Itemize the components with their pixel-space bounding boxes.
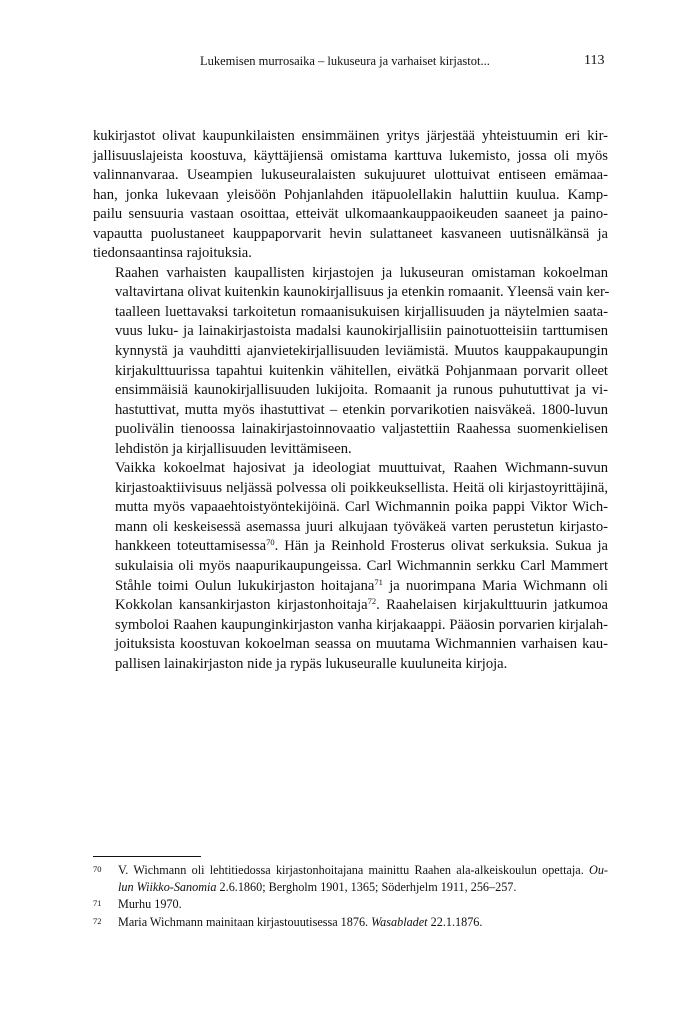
footnote-text: 2.6.1860; Bergholm 1901, 1365; Söderhjelm 1911, 256–257. (216, 879, 517, 894)
text-line: kirjastoaktiivisuus neljässä polvessa oli poikkeuksellista. Heitä oli kirjastoyrittäjinä, (115, 479, 608, 496)
text-segment: hankkeen toteuttamisessa (115, 538, 267, 555)
paragraph-1 (93, 127, 608, 264)
footnote-reference: 71 (374, 576, 383, 587)
text-line: taalleen luettavaksi tarkoitetun romaanisukuisen kirjallisuuden ja näytelmien saata- (115, 303, 608, 320)
text-line: puolivälin tienoossa lainakirjastoinnovaatio valjastettiin Raahessa suomenkielisen (115, 421, 608, 438)
text-line: pallisen lainakirjaston nide ja rypäs lukuseuralle kuuluneita kirjoja. (115, 655, 508, 672)
text-line: mann oli keskeisessä asemassa juuri alkujaan työväkeä varten perustetun kirjasto- (115, 518, 608, 535)
footnote-number: 72 (93, 915, 102, 926)
footnote-italic-source: Wasabladet (371, 914, 428, 929)
footnote-71 (93, 896, 608, 913)
text-line: Vaikka kokoelmat hajosivat ja ideologiat muuttuivat, Raahen Wichmann-suvun (115, 460, 608, 477)
footnotes (93, 862, 608, 931)
text-line (93, 577, 608, 597)
text-line: hastuttivat, mutta myös ihastuttivat – etenkin porvarikotien naisväkeä. 1800-luvun (115, 401, 608, 418)
footnote-text: Murhu 1970. (118, 897, 182, 911)
footnote-italic-source: lun Wiikko-Sanomia (118, 879, 217, 894)
footnote-70 (93, 862, 608, 895)
footnote-line (118, 914, 608, 931)
body-text (93, 127, 608, 674)
paragraph-3 (93, 459, 608, 674)
text-line: kynnystä ja vauhditti ajanvietekirjallisuuden leviämistä. Muutos kauppakaupungin (115, 343, 608, 360)
footnote-text: Maria Wichmann mainitaan kirjastouutisessa 1876. (118, 914, 372, 929)
text-line: tiedonsaantinsa rajoituksia. (93, 245, 252, 262)
text-line: Raahen varhaisten kaupallisten kirjastojen ja lukuseuran omistaman kokoelman (115, 264, 608, 281)
text-line: valtavirtana olivat kuitenkin kaunokirjallisuus ja etenkin romaanit. Yleensä vain ker- (115, 284, 610, 301)
footnote-number: 70 (93, 864, 102, 874)
text-line: symboloi Raahen kaupunginkirjaston vanha kirjakaappi. Pääosin porvarien kirjalah- (115, 616, 608, 633)
footnote-text: V. Wichmann oli lehtitiedossa kirjastonhoitajana mainittu Raahen ala-alkeiskoulun opettaja. (118, 863, 590, 877)
text-line: jallisuuslajeista koostuva, käyttäjiensä omistama karttuva lukemisto, jossa oli myös (93, 147, 608, 164)
footnote-text: 22.1.1876. (427, 914, 483, 929)
footnote-reference: 70 (266, 537, 275, 548)
text-line: valinnanvaraa. Useampien lukuseuralaisten sukujuuret ulottuivat entiseen emämaa- (93, 167, 608, 184)
text-line: lehdistön ja kirjallisuuden levittämiseen. (115, 440, 352, 457)
text-line: vapautta puolustaneet kauppaporvarit hevin sulattaneet kasvaneen uutisnälkänsä ja (93, 225, 608, 242)
footnote-72 (93, 914, 608, 931)
text-line (93, 537, 608, 557)
page-number: 113 (584, 53, 605, 68)
footnote-reference: 72 (367, 596, 377, 607)
text-line: kirjakulttuurissa tapahtui kuitenkin vähitellen, eivätkä Pohjanmaan porvarit olleet (115, 362, 608, 379)
footnote-italic-source: Ou- (589, 863, 608, 877)
text-line: joituksista koostuvan kokoelman seassa on muutama Wichmannien varhaisen kau- (115, 636, 608, 653)
running-title: Lukemisen murrosaika – lukuseura ja varhaiset kirjastot... (200, 54, 490, 68)
footnote-divider (93, 856, 201, 857)
text-segment: Ståhle toimi Oulun lukukirjaston hoitajana (115, 577, 375, 594)
text-line: sukulaisia oli myös naapurikaupungeissa. Carl Wichmannin serkku Carl Mammert (115, 558, 608, 575)
footnote-line (118, 862, 608, 879)
text-line (93, 596, 608, 616)
text-line: kukirjastot olivat kaupunkilaisten ensimmäinen yritys järjestää yhteistuumin eri kir- (93, 128, 608, 144)
text-line: vuus luku- ja lainakirjastoista madalsi kaunokirjallisiin painotuotteisiin tarttumisen (115, 323, 608, 340)
text-line: mutta myös vapaaehtoistyöntekijöinä. Carl Wichmannin poika pappi Viktor Wich- (115, 499, 608, 516)
footnote-line (118, 879, 608, 896)
paragraph-2 (93, 264, 608, 459)
text-segment: ja nuorimpana Maria Wichmann oli (382, 577, 608, 594)
text-segment: Kokkolan kansankirjaston kirjastonhoitaja (115, 597, 368, 614)
footnote-number: 71 (93, 898, 102, 908)
text-segment: . Hän ja Reinhold Frosterus olivat serkuksia. Sukua ja (274, 538, 608, 555)
text-segment: . Raahelaisen kirjakulttuurin jatkumoa (376, 597, 608, 614)
text-line: pailu sensuuria vastaan osoittaa, etteivät ulkomaankauppaoikeuden saaneet ja paino- (93, 206, 608, 223)
text-line: ensimmäisiä kaunokirjallisuuden lukijoita. Romaanit ja runous puhututtivat ja vi- (115, 382, 608, 399)
text-line: han, jonka lukevaan yleisöön Pohjanlahden itäpuolellakin haluttiin kuulua. Kamp- (93, 186, 608, 203)
